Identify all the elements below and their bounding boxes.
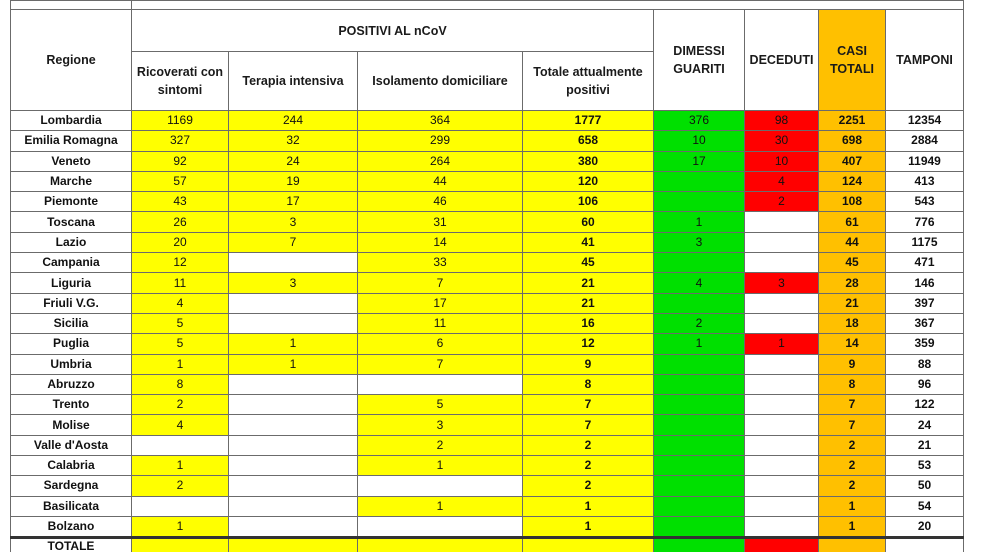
cell-dimessi: [654, 456, 745, 476]
cell-isolamento: 17: [358, 293, 523, 313]
cell-totale: 9: [523, 354, 654, 374]
cell-ricoverati: [132, 435, 229, 455]
table-top-border: [11, 1, 964, 10]
cell-regione: Molise: [11, 415, 132, 435]
cell-dimessi: [654, 293, 745, 313]
cell-dimessi: [654, 171, 745, 191]
cell-isolamento: 33: [358, 253, 523, 273]
cell-isolamento: 7: [358, 273, 523, 293]
cell-ricoverati: 8: [132, 374, 229, 394]
cell-dimessi: 10: [654, 131, 745, 151]
table-row: [11, 171, 964, 191]
cell-regione: Campania: [11, 253, 132, 273]
cell-ricoverati: 2: [132, 395, 229, 415]
cell-regione: Abruzzo: [11, 374, 132, 394]
cell-casi: 28: [819, 273, 886, 293]
cell-regione: Trento: [11, 395, 132, 415]
cell-ricoverati: 5: [132, 334, 229, 354]
cell-casi: 45: [819, 253, 886, 273]
cell-ricoverati: 1169: [132, 111, 229, 131]
cell-dimessi: [654, 253, 745, 273]
cell-casi: 14: [819, 334, 886, 354]
cell-tamponi: 21: [886, 435, 964, 455]
table-row: [11, 293, 964, 313]
cell-tamponi: 1175: [886, 232, 964, 252]
cell-deceduti: 30: [745, 131, 819, 151]
cell-casi: 44: [819, 232, 886, 252]
table-row: [11, 212, 964, 232]
cell-dimessi: [654, 415, 745, 435]
cell-isolamento: 44: [358, 171, 523, 191]
cell-dimessi: [654, 496, 745, 516]
cell-terapia: 3: [229, 212, 358, 232]
cell-regione: Veneto: [11, 151, 132, 171]
cell-isolamento: 264: [358, 151, 523, 171]
cell-deceduti: [745, 253, 819, 273]
header-positivi-group: POSITIVI AL nCoV: [132, 10, 654, 52]
table-row: [11, 516, 964, 537]
cell-totale: 380: [523, 151, 654, 171]
cell-isolamento: 364: [358, 111, 523, 131]
cell-tamponi: 12354: [886, 111, 964, 131]
cell-isolamento: 299: [358, 131, 523, 151]
cell-ricoverati: 43: [132, 192, 229, 212]
cell-regione: Marche: [11, 171, 132, 191]
table-row: [11, 273, 964, 293]
cell-terapia: [229, 395, 358, 415]
cell-deceduti: 4: [745, 171, 819, 191]
cell-deceduti: 3: [745, 273, 819, 293]
cell-ricoverati: 92: [132, 151, 229, 171]
cell-terapia: [229, 496, 358, 516]
cell-dimessi: [654, 435, 745, 455]
table-row: [11, 192, 964, 212]
cell-isolamento: 46: [358, 192, 523, 212]
table-row: [11, 253, 964, 273]
cell-casi: 2: [819, 476, 886, 496]
cell-ricoverati: 4: [132, 415, 229, 435]
cell-dimessi: 2: [654, 313, 745, 333]
cell-totale: 7: [523, 395, 654, 415]
cell-tamponi: 54: [886, 496, 964, 516]
cell-regione: Bolzano: [11, 516, 132, 537]
cell-ricoverati: [132, 496, 229, 516]
cell-regione: Umbria: [11, 354, 132, 374]
cell-tamponi: 471: [886, 253, 964, 273]
table-row: [11, 354, 964, 374]
cell-isolamento: [358, 516, 523, 537]
cell-casi: 7: [819, 415, 886, 435]
cell-regione: Lazio: [11, 232, 132, 252]
cell-regione: Calabria: [11, 456, 132, 476]
cell-ricoverati: 11: [132, 273, 229, 293]
header-deceduti: DECEDUTI: [745, 10, 819, 111]
cell-casi: 698: [819, 131, 886, 151]
cell-dimessi: 4: [654, 273, 745, 293]
table-row: [11, 334, 964, 354]
covid-table: [10, 0, 964, 552]
cell-regione: Piemonte: [11, 192, 132, 212]
cell-dimessi: 1: [654, 334, 745, 354]
cell-totale: 106: [523, 192, 654, 212]
cell-totale: 16: [523, 313, 654, 333]
cell-terapia: 244: [229, 111, 358, 131]
cell-deceduti: 10: [745, 151, 819, 171]
cell-deceduti: [745, 456, 819, 476]
cell-terapia: [229, 293, 358, 313]
cell-regione: Sardegna: [11, 476, 132, 496]
cell-tamponi: 2884: [886, 131, 964, 151]
cell-isolamento: 14: [358, 232, 523, 252]
cell-deceduti: [745, 354, 819, 374]
cell-totale: 2: [523, 476, 654, 496]
cell-totale: 41: [523, 232, 654, 252]
table-row: [11, 131, 964, 151]
cell-dimessi: [654, 516, 745, 537]
cell-tamponi: 24: [886, 415, 964, 435]
cell-casi: 1: [819, 496, 886, 516]
cell-ricoverati: 57: [132, 171, 229, 191]
totale-row: [11, 538, 964, 552]
cell-tamponi: 146: [886, 273, 964, 293]
cell-casi: 2251: [819, 111, 886, 131]
header-tamponi: TAMPONI: [886, 10, 964, 111]
cell-terapia: 1: [229, 354, 358, 374]
header-casi-totali: CASI TOTALI: [819, 10, 886, 111]
cell-tamponi: 359: [886, 334, 964, 354]
cell-totale: 1: [523, 516, 654, 537]
cell-tamponi: 96: [886, 374, 964, 394]
cell-casi: 407: [819, 151, 886, 171]
header-row-1: [11, 10, 964, 52]
cell-deceduti: [745, 435, 819, 455]
cell-deceduti: [745, 212, 819, 232]
header-ricoverati: Ricoverati con sintomi: [132, 52, 229, 111]
header-terapia: Terapia intensiva: [229, 52, 358, 111]
cell-totale: 1777: [523, 111, 654, 131]
cell-tamponi: 11949: [886, 151, 964, 171]
cell-casi: 61: [819, 212, 886, 232]
cell-terapia: [229, 435, 358, 455]
cell-totale: 60: [523, 212, 654, 232]
cell-terapia: [229, 516, 358, 537]
cell-terapia: [229, 374, 358, 394]
cell-dimessi: 376: [654, 111, 745, 131]
cell-terapia: [229, 253, 358, 273]
cell-deceduti: [745, 313, 819, 333]
cell-casi: 9: [819, 354, 886, 374]
cell-dimessi: [654, 395, 745, 415]
cell-casi: 108: [819, 192, 886, 212]
table-body: [11, 111, 964, 538]
cell-tamponi: 367: [886, 313, 964, 333]
cell-isolamento: [358, 374, 523, 394]
cell-totale: 1: [523, 496, 654, 516]
cell-deceduti: [745, 232, 819, 252]
cell-ricoverati: 5: [132, 313, 229, 333]
totale-label: TOTALE: [11, 538, 132, 552]
cell-regione: Sicilia: [11, 313, 132, 333]
cell-terapia: 7: [229, 232, 358, 252]
cell-totale: 2: [523, 456, 654, 476]
cell-isolamento: 1: [358, 456, 523, 476]
table-row: [11, 111, 964, 131]
cell-ricoverati: 1: [132, 354, 229, 374]
cell-terapia: [229, 476, 358, 496]
header-regione: Regione: [11, 10, 132, 111]
cell-regione: Valle d'Aosta: [11, 435, 132, 455]
cell-dimessi: [654, 192, 745, 212]
cell-isolamento: [358, 476, 523, 496]
cell-isolamento: 11: [358, 313, 523, 333]
table-row: [11, 232, 964, 252]
cell-totale: 21: [523, 273, 654, 293]
cell-ricoverati: 1: [132, 516, 229, 537]
cell-ricoverati: 26: [132, 212, 229, 232]
table-row: [11, 435, 964, 455]
cell-casi: 18: [819, 313, 886, 333]
cell-isolamento: 31: [358, 212, 523, 232]
cell-regione: Emilia Romagna: [11, 131, 132, 151]
header-dimessi: DIMESSI GUARITI: [654, 10, 745, 111]
cell-totale: 12: [523, 334, 654, 354]
cell-tamponi: 122: [886, 395, 964, 415]
cell-regione: Puglia: [11, 334, 132, 354]
cell-dimessi: [654, 354, 745, 374]
cell-deceduti: [745, 374, 819, 394]
cell-isolamento: 3: [358, 415, 523, 435]
cell-dimessi: 3: [654, 232, 745, 252]
cell-isolamento: 1: [358, 496, 523, 516]
cell-tamponi: 88: [886, 354, 964, 374]
cell-tamponi: 543: [886, 192, 964, 212]
table-row: [11, 374, 964, 394]
table-row: [11, 151, 964, 171]
cell-isolamento: 6: [358, 334, 523, 354]
cell-ricoverati: 20: [132, 232, 229, 252]
cell-terapia: 32: [229, 131, 358, 151]
cell-casi: 2: [819, 435, 886, 455]
cell-deceduti: [745, 293, 819, 313]
cell-terapia: [229, 456, 358, 476]
cell-deceduti: [745, 516, 819, 537]
cell-isolamento: 2: [358, 435, 523, 455]
table-row: [11, 415, 964, 435]
cell-totale: 120: [523, 171, 654, 191]
cell-terapia: [229, 313, 358, 333]
cell-tamponi: 53: [886, 456, 964, 476]
cell-regione: Lombardia: [11, 111, 132, 131]
cell-totale: 21: [523, 293, 654, 313]
cell-terapia: 1: [229, 334, 358, 354]
table-row: [11, 313, 964, 333]
table-row: [11, 456, 964, 476]
cell-terapia: 24: [229, 151, 358, 171]
cell-totale: 8: [523, 374, 654, 394]
cell-deceduti: [745, 415, 819, 435]
cell-casi: 7: [819, 395, 886, 415]
cell-deceduti: 98: [745, 111, 819, 131]
cell-deceduti: [745, 395, 819, 415]
cell-ricoverati: 1: [132, 456, 229, 476]
cell-deceduti: 1: [745, 334, 819, 354]
cell-ricoverati: 12: [132, 253, 229, 273]
cell-tamponi: 20: [886, 516, 964, 537]
cell-casi: 124: [819, 171, 886, 191]
cell-terapia: 19: [229, 171, 358, 191]
cell-deceduti: 2: [745, 192, 819, 212]
cell-dimessi: [654, 374, 745, 394]
cell-regione: Friuli V.G.: [11, 293, 132, 313]
cell-totale: 2: [523, 435, 654, 455]
cell-deceduti: [745, 496, 819, 516]
cell-casi: 2: [819, 456, 886, 476]
header-totale-positivi: Totale attualmente positivi: [523, 52, 654, 111]
cell-regione: Liguria: [11, 273, 132, 293]
cell-totale: 658: [523, 131, 654, 151]
cell-terapia: 3: [229, 273, 358, 293]
cell-dimessi: [654, 476, 745, 496]
cell-ricoverati: 2: [132, 476, 229, 496]
cell-totale: 7: [523, 415, 654, 435]
cell-regione: Toscana: [11, 212, 132, 232]
cell-totale: 45: [523, 253, 654, 273]
cell-casi: 21: [819, 293, 886, 313]
cell-terapia: [229, 415, 358, 435]
table-row: [11, 496, 964, 516]
cell-deceduti: [745, 476, 819, 496]
cell-regione: Basilicata: [11, 496, 132, 516]
cell-casi: 1: [819, 516, 886, 537]
cell-ricoverati: 327: [132, 131, 229, 151]
cell-tamponi: 776: [886, 212, 964, 232]
cell-dimessi: 17: [654, 151, 745, 171]
table-row: [11, 395, 964, 415]
cell-isolamento: 5: [358, 395, 523, 415]
cell-tamponi: 397: [886, 293, 964, 313]
cell-tamponi: 50: [886, 476, 964, 496]
cell-dimessi: 1: [654, 212, 745, 232]
cell-casi: 8: [819, 374, 886, 394]
header-isolamento: Isolamento domiciliare: [358, 52, 523, 111]
cell-tamponi: 413: [886, 171, 964, 191]
cell-ricoverati: 4: [132, 293, 229, 313]
cell-terapia: 17: [229, 192, 358, 212]
table-row: [11, 476, 964, 496]
cell-isolamento: 7: [358, 354, 523, 374]
